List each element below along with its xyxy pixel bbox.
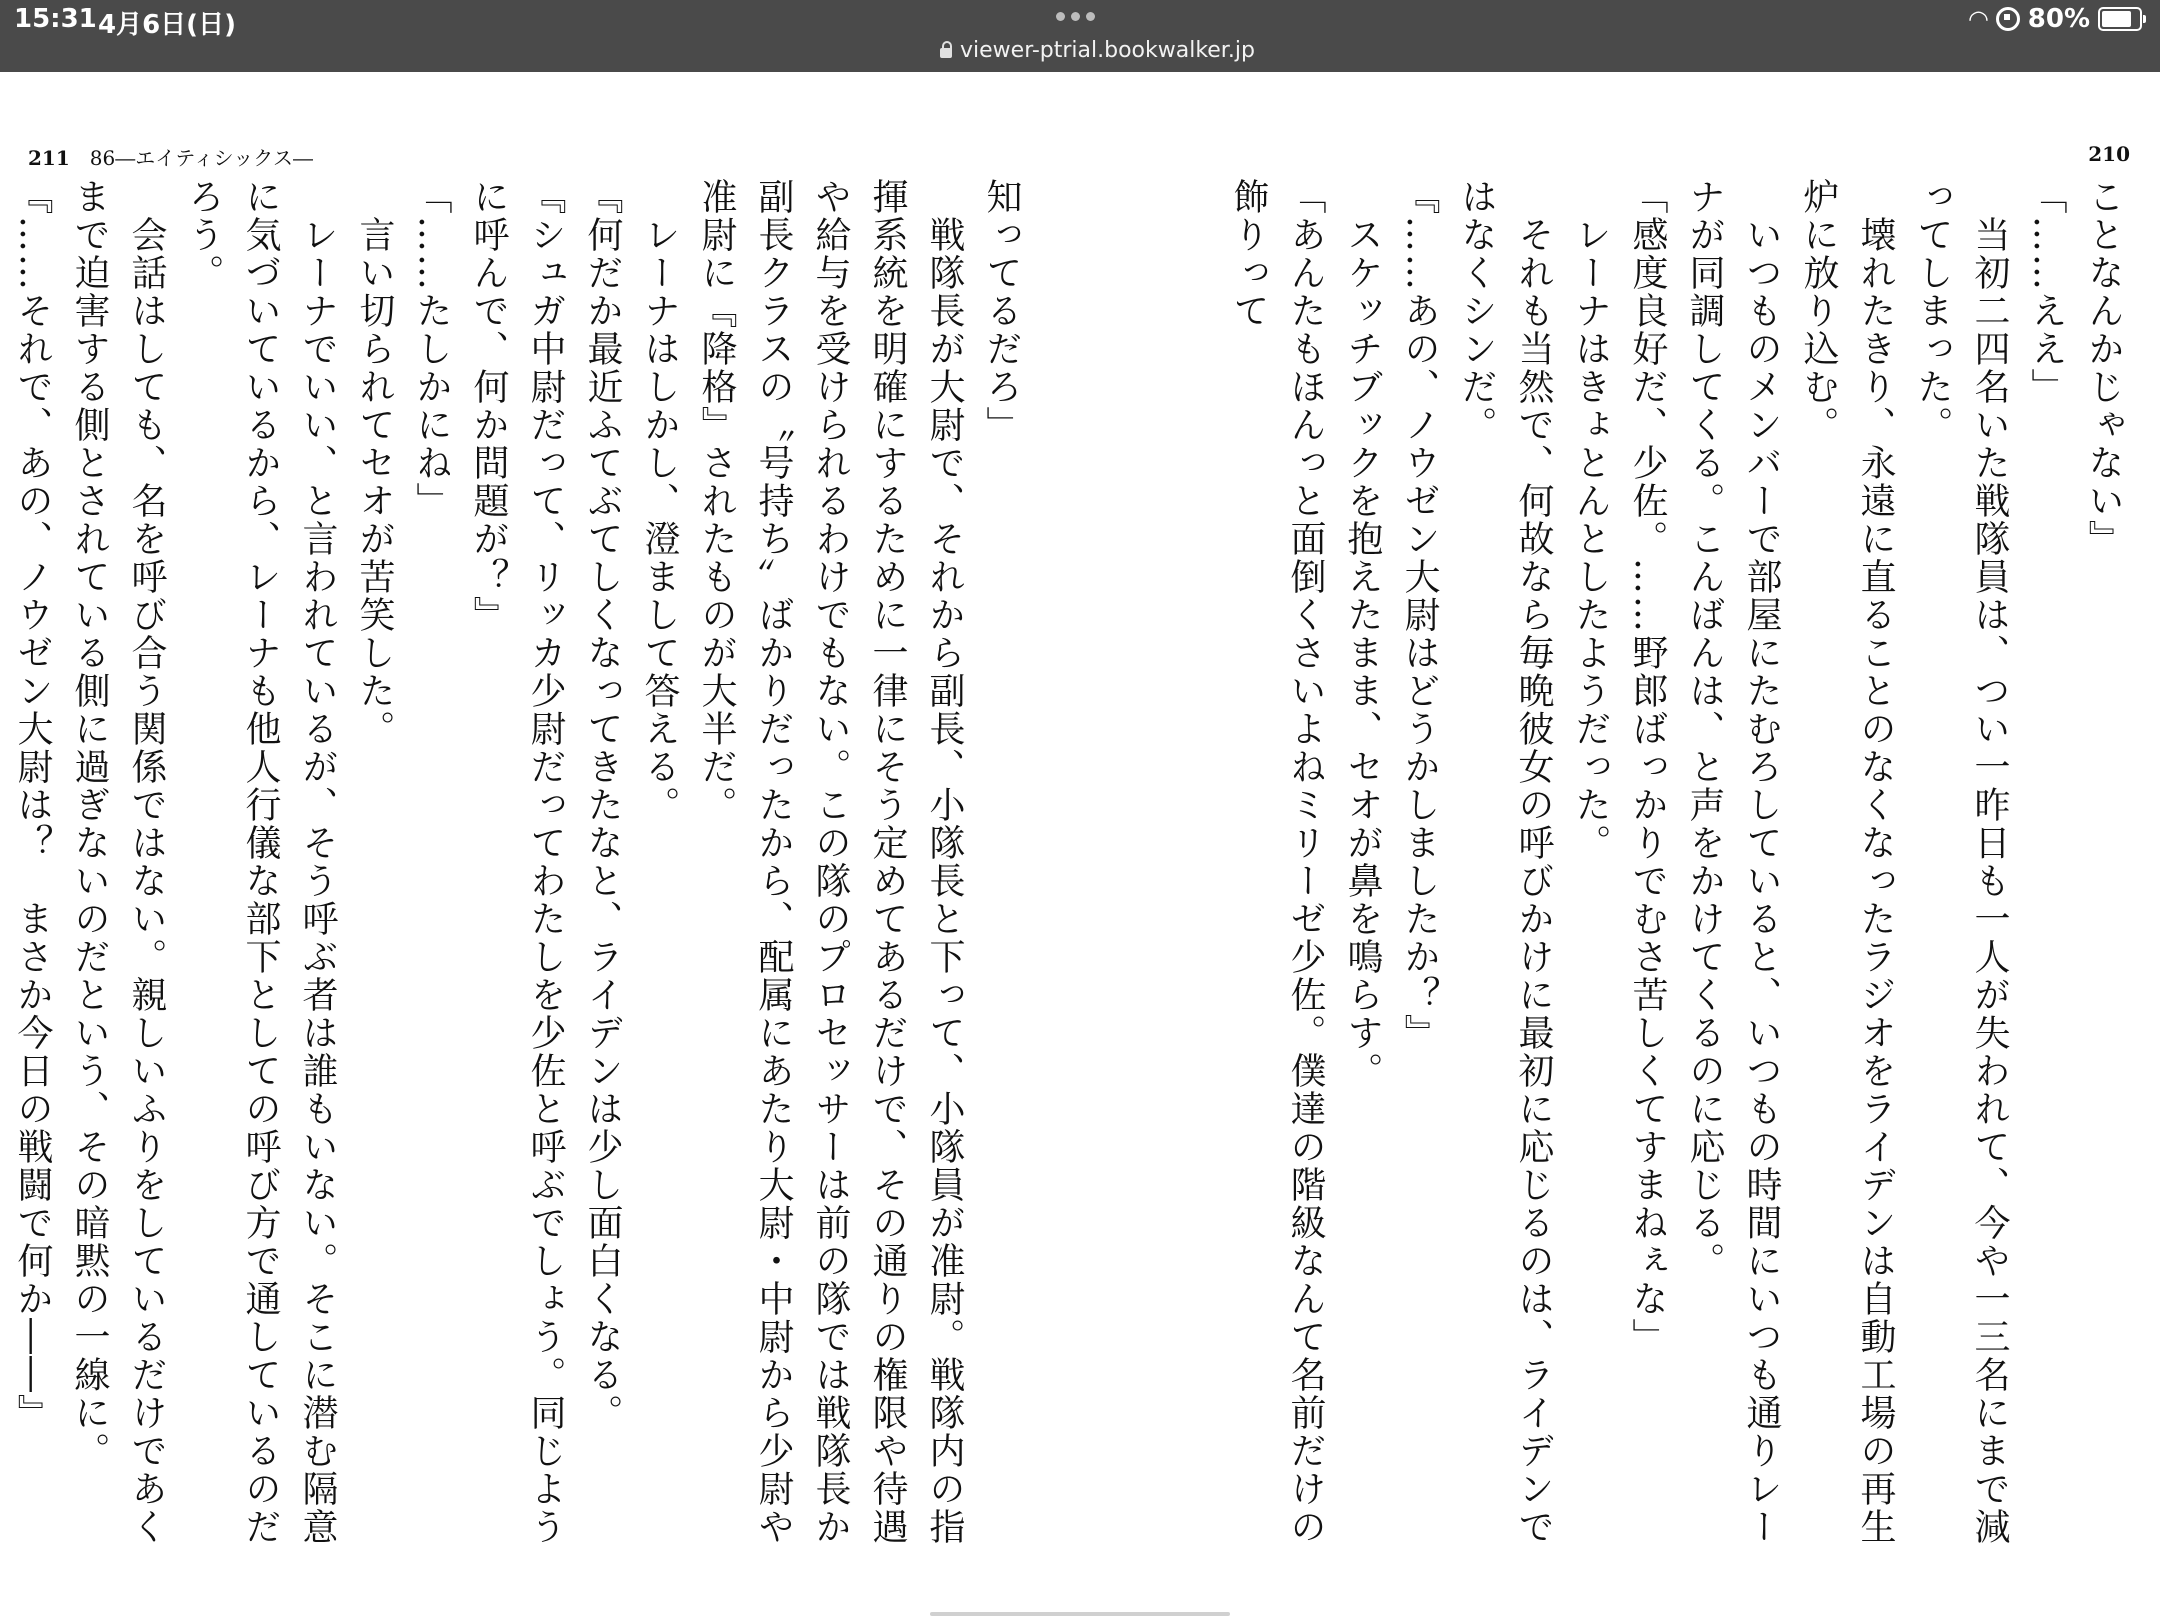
- paragraph: 「……ええ」: [2026, 178, 2067, 406]
- status-time: 15:31: [14, 4, 97, 34]
- status-date: 4月6日(日): [98, 10, 236, 40]
- book-title: 86―エイティシックス―: [89, 146, 313, 170]
- paragraph: 当初二四名いた戦隊員は、つい一昨日も一人が失われて、今や一三名にまで減ってしまった。: [1912, 178, 2010, 1546]
- paragraph: 『シュガ中尉だって、リッカ少尉だってわたしを少佐と呼ぶでしょう。同じように呼んで、何か問題が？』: [468, 178, 566, 1546]
- rotation-lock-icon: [1996, 7, 2020, 31]
- right-page-text: [1042, 178, 2132, 1558]
- paragraph: ことなんかじゃない』: [2083, 178, 2124, 558]
- left-page-header: [28, 142, 313, 171]
- wifi-icon: ◠: [1969, 5, 1988, 33]
- paragraph: 戦隊長が大尉で、それから副長、小隊長と下って、小隊員が准尉。戦隊内の指揮系統を明確にするために一律にそう定めてあるだけで、その通りの権限や待遇や給与を受けられるわけでもない。この隊のプロセッサーは前の隊では戦隊長か副長クラスの〝号持ち〟ばかりだったから、配属にあたり大尉・中尉から少尉や准尉に『降格』されたものが大半だ。: [696, 178, 965, 1546]
- right-page-number: 210: [2088, 142, 2130, 166]
- status-indicators: [1969, 4, 2142, 34]
- scroll-indicator[interactable]: [930, 1612, 1230, 1616]
- status-bar: [0, 0, 2160, 72]
- paragraph: レーナでいい、と言われているが、そう呼ぶ者は誰もいない。そこに潜む隔意に気づいているから、レーナも他人行儀な部下としての呼び方で通しているのだろう。: [183, 178, 338, 1546]
- url-text: viewer-ptrial.bookwalker.jp: [960, 38, 1255, 63]
- paragraph: 「あんたもほんっと面倒くさいよねミリーゼ少佐。僕達の階級なんて名前だけの飾りって: [1228, 178, 1326, 1546]
- paragraph: レーナはしかし、澄まして答える。: [639, 178, 680, 824]
- paragraph: 言い切られてセオが苦笑した。: [354, 178, 395, 748]
- left-page-text: [12, 178, 1030, 1558]
- paragraph: 壊れたきり、永遠に直ることのなくなったラジオをライデンは自動工場の再生炉に放り込む。: [1798, 178, 1896, 1546]
- paragraph: 「……たしかにね」: [411, 178, 452, 520]
- left-page-number: 211: [28, 146, 70, 170]
- paragraph: レーナはきょとんとしたようだった。: [1570, 178, 1611, 862]
- paragraph: 会話はしても、名を呼び合う関係ではない。親しいふりをしているだけであくまで迫害する側とされている側に過ぎないのだという、その暗黙の一線に。: [69, 178, 167, 1546]
- paragraph: 『……それで、あの、ノウゼン大尉は？ まさか今日の戦闘で何か――』: [12, 178, 53, 1432]
- paragraph: それも当然で、何故なら毎晩彼女の呼びかけに最初に応じるのは、ライデンではなくシンだ。: [1456, 178, 1554, 1546]
- paragraph: 「感度良好だ、少佐。……野郎ばっかりでむさ苦しくてすまねぇな」: [1627, 178, 1668, 1356]
- more-dots-icon[interactable]: [1056, 12, 1095, 21]
- battery-percent: 80%: [2027, 4, 2090, 34]
- battery-icon: [2098, 7, 2142, 31]
- paragraph: 『……あの、ノウゼン大尉はどうかしましたか？』: [1399, 178, 1440, 1052]
- paragraph: 知ってるだろ」: [981, 178, 1022, 444]
- paragraph: スケッチブックを抱えたまま、セオが鼻を鳴らす。: [1342, 178, 1383, 1090]
- lock-icon: [940, 48, 952, 58]
- paragraph: 『何だか最近ふてぶてしくなってきたなと、ライデンは少し面白くなる。: [582, 178, 623, 1432]
- paragraph: いつものメンバーで部屋にたむろしていると、いつもの時間にいつも通りレーナが同調してくる。こんばんは、と声をかけてくるのに応じる。: [1684, 178, 1782, 1546]
- address-bar[interactable]: [940, 38, 1255, 63]
